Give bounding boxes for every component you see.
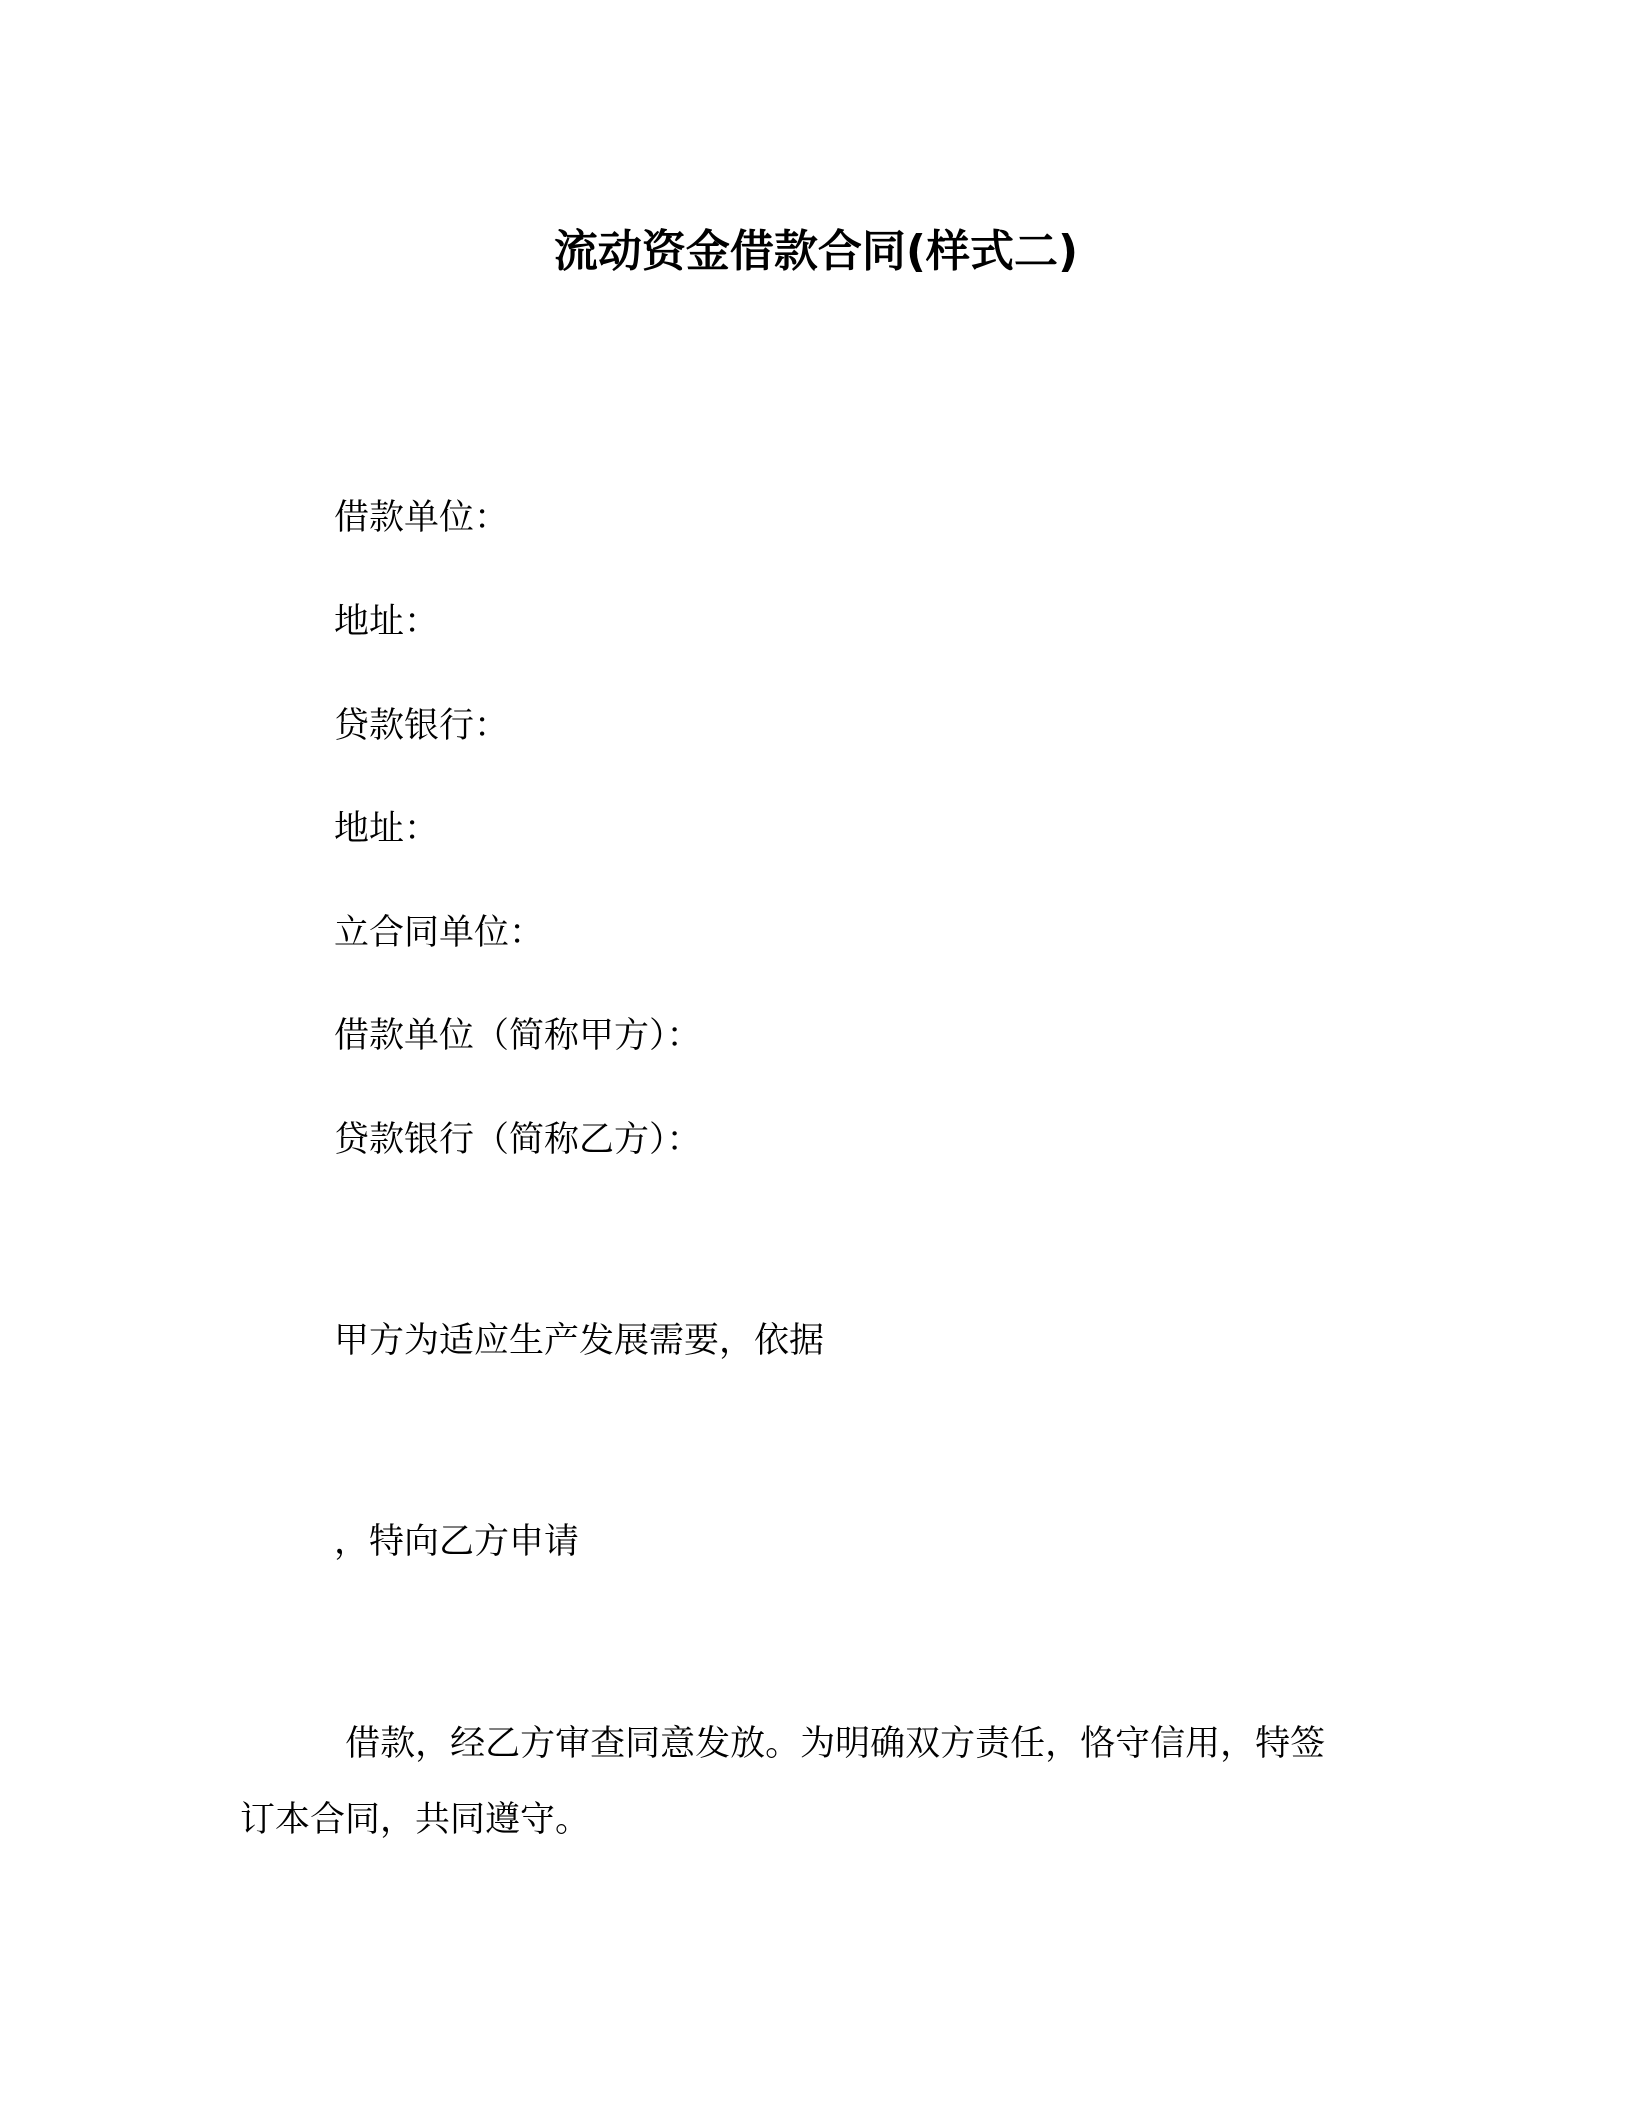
paragraph-purpose: 甲方为适应生产发展需要，依据 — [334, 1321, 825, 1361]
field-borrower-address: 地址： — [334, 602, 440, 642]
field-bank-address: 地址： — [334, 809, 440, 849]
paragraph-application: ，特向乙方申请 — [334, 1522, 580, 1562]
field-contracting-parties: 立合同单位： — [334, 913, 545, 953]
document-title: 流动资金借款合同(样式二) — [553, 226, 1079, 277]
paragraph-agreement-line2: 订本合同，共同遵守。 — [240, 1800, 591, 1840]
field-party-a: 借款单位（简称甲方）： — [334, 1016, 702, 1056]
field-party-b: 贷款银行（简称乙方）： — [334, 1120, 702, 1160]
paragraph-agreement-line1: 借款，经乙方审查同意发放。为明确双方责任，恪守信用，特签 — [334, 1724, 1326, 1764]
field-lending-bank: 贷款银行： — [334, 706, 510, 746]
field-borrower: 借款单位： — [334, 498, 510, 538]
